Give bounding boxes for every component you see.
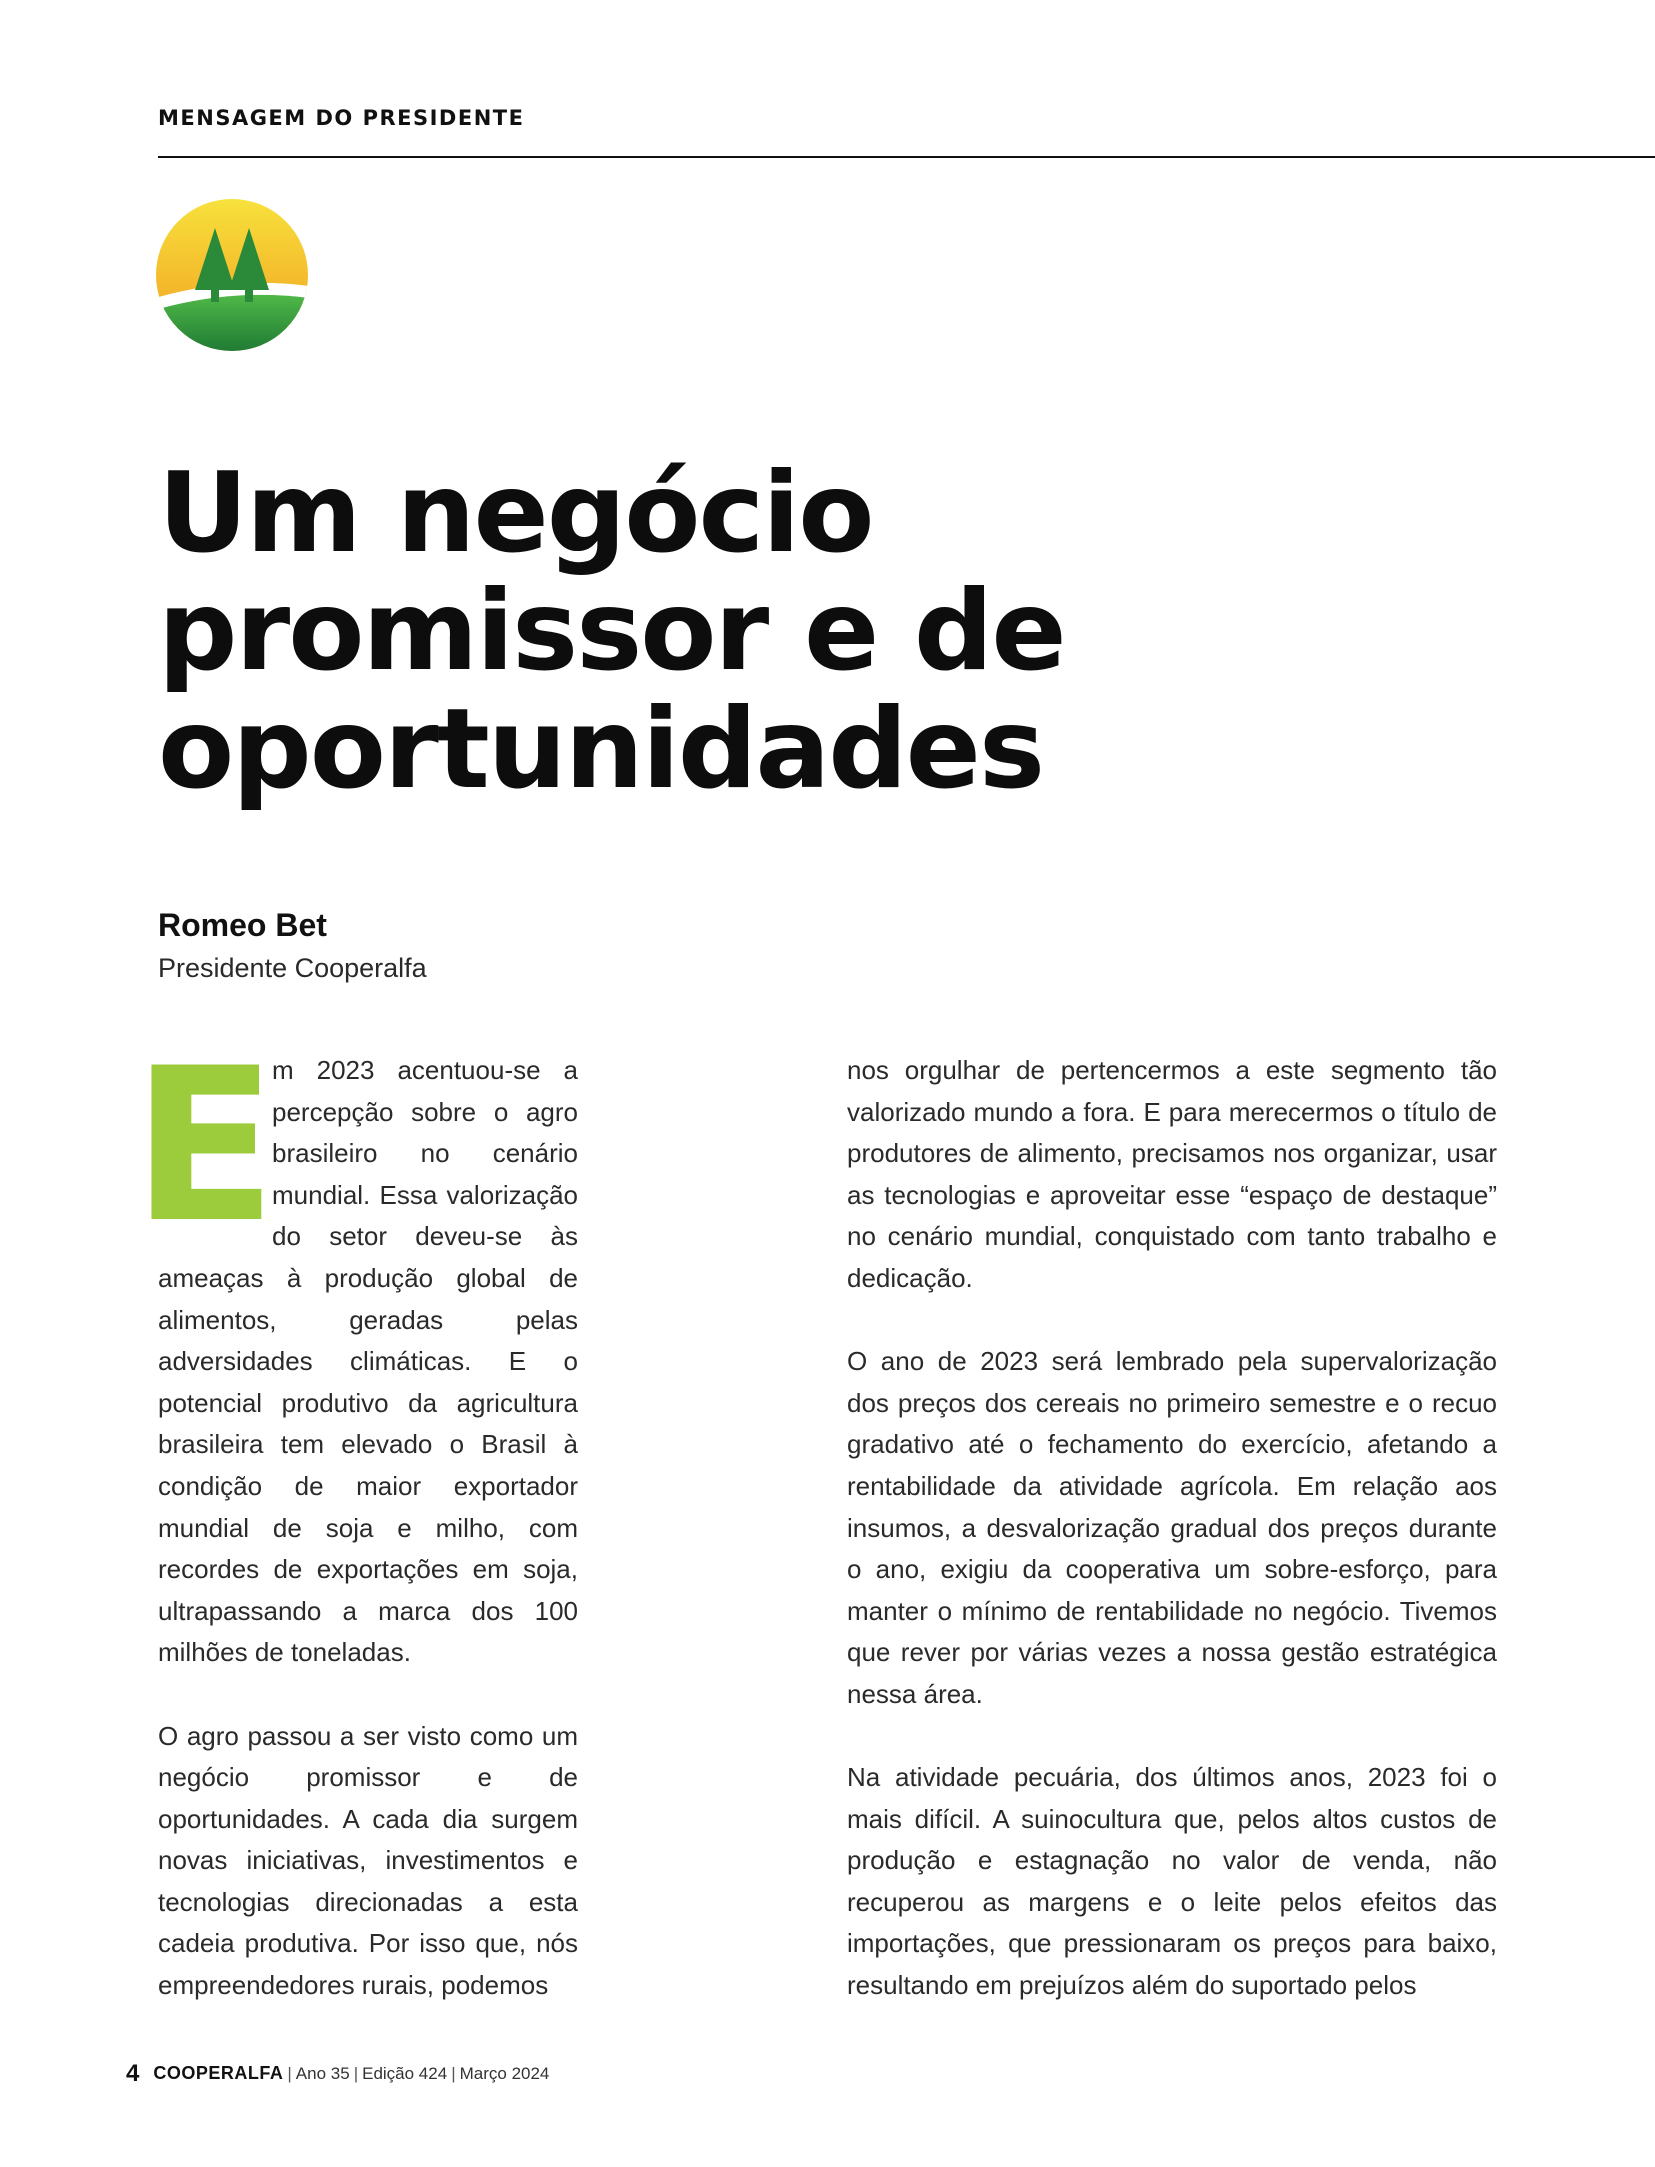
footer-separator: | xyxy=(353,2064,359,2083)
footer-separator: | xyxy=(451,2064,456,2083)
cooperalfa-logo xyxy=(155,198,309,352)
author-name: Romeo Bet xyxy=(158,907,327,943)
headline-line: Um negócio xyxy=(158,449,873,578)
footer-year: Ano 35 xyxy=(295,2064,350,2083)
paragraph: Na atividade pecuária, dos últimos anos, 2023 foi o mais difícil. A suinocultura que, pelos altos custos de produção e estagnação no valor de venda, não recuperou as margens e o leite pelos efeitos das importações, que pressionaram os preços para baixo, resultando em prejuízos além do suportado pelos xyxy=(847,1762,1497,2001)
drop-cap: E xyxy=(132,1022,277,1269)
headline-line: promissor e de xyxy=(158,567,1065,696)
footer-separator: | xyxy=(287,2064,292,2083)
author-role: Presidente Cooperalfa xyxy=(158,953,427,983)
paragraph: O agro passou a ser visto como um negócio promissor e de oportunidades. A cada dia surgem novas iniciativas, investimentos e tecnologias direcionadas a esta cadeia produtiva. Por isso que, nós empreendedores rurais, podemos xyxy=(158,1720,578,2001)
page-footer xyxy=(126,2060,549,2088)
article-column-left xyxy=(132,1022,578,2007)
paragraph: O ano de 2023 será lembrado pela supervalorização dos preços dos cereais no primeiro semestre e o recuo gradativo até o fechamento do exercício, afetando a rentabilidade da atividade agrícola. Em relação aos insumos, a desvalorização gradual dos preços durante o ano, exigiu da cooperativa um sobre-esforço, para manter o mínimo de rentabilidade no negócio. Tivemos que rever por várias vezes a nossa gestão estratégica nessa área. xyxy=(847,1346,1497,1709)
footer-date: Março 2024 xyxy=(459,2064,550,2083)
paragraph-text: m 2023 acentuou-se a percepção sobre o agro brasileiro no cenário mundial. Essa valorização do setor deveu-se às ameaças à produção global de alimentos, geradas pelas adversidades climáticas. E o potencial produtivo da agricultura brasileira tem elevado o Brasil à condição de maior exportador mundial de soja e milho, com recordes de exportações em soja, ultrapassando a marca dos 100 milhões de toneladas. xyxy=(158,1055,578,1668)
headline-line: oportunidades xyxy=(158,685,1044,814)
header-divider xyxy=(158,156,1655,158)
paragraph: nos orgulhar de pertencermos a este segmento tão valorizado mundo a fora. E para merecermos o título de produtores de alimento, precisamos nos organizar, usar as tecnologias e aproveitar esse “espaço de destaque” no cenário mundial, conquistado com tanto trabalho e dedicação. xyxy=(847,1055,1497,1293)
footer-brand: COOPERALFA xyxy=(153,2063,284,2083)
paragraph xyxy=(132,1022,578,1674)
article-headline xyxy=(158,449,1258,814)
footer-edition: Edição 424 xyxy=(362,2064,448,2083)
page-number: 4 xyxy=(126,2060,140,2087)
section-title: MENSAGEM DO PRESIDENTE xyxy=(158,106,525,130)
article-column-right xyxy=(847,1050,1497,2007)
